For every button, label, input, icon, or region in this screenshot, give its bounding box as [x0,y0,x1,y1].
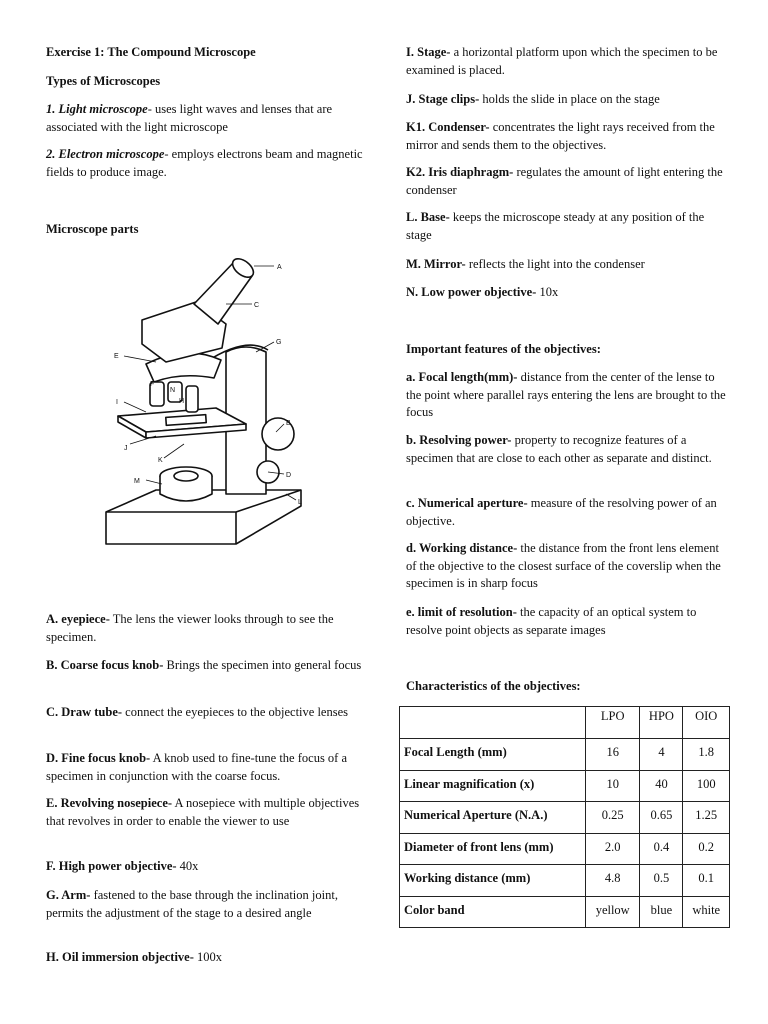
table-row [400,865,730,897]
diagram-label: M [134,478,140,485]
diagram-label: J [124,445,128,452]
part-term: M. Mirror- [406,257,466,271]
diagram-label: E [114,353,119,360]
part-definition [46,858,366,876]
feature-desc: distance from the center of the lense to the point where parallel rays entering the lens are brought to the focus [406,370,726,419]
table-cell: 100 [683,770,730,802]
table-cell: yellow [586,896,640,928]
table-row [400,896,730,928]
table-cell: 0.25 [586,802,640,834]
table-cell: blue [640,896,683,928]
part-term: N. Low power objective- [406,285,537,299]
table-cell: 0.2 [683,833,730,865]
type-term: 2. Electron microscope [46,147,165,161]
table-cell: 0.1 [683,865,730,897]
table-cell: 4.8 [586,865,640,897]
table-cell: white [683,896,730,928]
table-row [400,802,730,834]
part-desc: reflects the light into the condenser [465,257,645,271]
table-cell: 2.0 [586,833,640,865]
part-definition [46,750,366,785]
part-definition [406,284,728,302]
part-desc: holds the slide in place on the stage [479,92,660,106]
diagram-label: D [286,472,292,479]
part-desc: Brings the specimen into general focus [163,658,362,672]
part-term: B. Coarse focus knob- [46,658,164,672]
feature-desc: the distance from the front lens element of the objective to the closest surface of the coverslip when the specimen is in sharp focus [406,541,721,590]
part-definition [406,256,728,274]
table-row [400,739,730,771]
feature-desc: property to recognize features of a specimen that are close to each other as separate and distinct. [406,433,712,465]
feature-definition [406,540,728,593]
diagram-label: N [170,387,176,394]
part-term: L. Base- [406,210,450,224]
table-cell: 0.5 [640,865,683,897]
row-label: Diameter of front lens (mm) [400,833,586,865]
part-desc: 100x [193,950,223,964]
part-definition [46,704,366,722]
feature-desc: the capacity of an optical system to resolve point objects as separate images [406,605,697,637]
part-term: I. Stage- [406,45,451,59]
part-desc: A knob used to fine-tune the focus of a specimen in conjunction with the coarse focus. [46,751,348,783]
part-definition [406,44,728,79]
diagram-label: C [254,302,260,309]
microscope-diagram [46,244,376,564]
part-term: G. Arm- [46,888,91,902]
diagram-label: A [277,264,282,271]
part-desc: A nosepiece with multiple objectives that revolves in order to enable the viewer to use [46,796,360,828]
table-heading: Characteristics of the objectives: [406,679,581,693]
type-term: 1. Light microscope [46,102,148,116]
table-row [400,833,730,865]
part-desc: a horizontal platform upon which the specimen to be examined is placed. [406,45,718,77]
exercise-title: Exercise 1: The Compound Microscope [46,45,256,59]
table-header-row [400,707,730,739]
part-desc: 40x [176,859,199,873]
table-cell: 1.25 [683,802,730,834]
diagram-label: H [179,398,185,405]
feature-desc: measure of the resolving power of an objective. [406,496,717,528]
part-definition [46,887,366,922]
table-cell: 0.4 [640,833,683,865]
diagram-label: F [150,381,155,388]
table-header-cell [400,707,586,739]
table-header-cell: HPO [640,707,683,739]
row-label: Working distance (mm) [400,865,586,897]
diagram-label: B [286,420,291,427]
table-cell: 10 [586,770,640,802]
parts-heading: Microscope parts [46,222,139,236]
table-cell: 16 [586,739,640,771]
part-definition [406,91,728,109]
diagram-label: L [298,499,302,506]
feature-term: a. Focal length(mm)- [406,370,518,384]
part-term: K2. Iris diaphragm- [406,165,514,179]
microscope-drawing [46,244,376,564]
types-heading: Types of Microscopes [46,74,161,88]
part-desc: The lens the viewer looks through to see the specimen. [46,612,334,644]
table-cell: 1.8 [683,739,730,771]
part-desc: concentrates the light rays received from the mirror and sends them to the objectives. [406,120,715,152]
part-desc: keeps the microscope steady at any position of the stage [406,210,705,242]
diagram-label: G [276,339,282,346]
row-label: Numerical Aperture (N.A.) [400,802,586,834]
diagram-label: K [158,457,163,464]
row-label: Focal Length (mm) [400,739,586,771]
table-row [400,770,730,802]
part-term: C. Draw tube- [46,705,123,719]
type-desc: - uses light waves and lenses that are associated with the light microscope [46,102,333,134]
table-header-cell: LPO [586,707,640,739]
part-definition [46,611,366,646]
table-cell: 0.65 [640,802,683,834]
part-term: K1. Condenser- [406,120,490,134]
part-definition [46,949,366,967]
feature-definition [406,432,728,467]
feature-term: e. limit of resolution- [406,605,517,619]
feature-term: d. Working distance- [406,541,518,555]
table-header-cell: OIO [683,707,730,739]
part-definition [46,657,366,675]
feature-definition [406,369,728,422]
part-desc: regulates the amount of light entering the condenser [406,165,723,197]
part-term: H. Oil immersion objective- [46,950,194,964]
part-desc: connect the eyepieces to the objective lenses [122,705,348,719]
part-definition [406,209,728,244]
row-label: Linear magnification (x) [400,770,586,802]
feature-definition [406,495,728,530]
part-definition [406,119,728,154]
part-term: D. Fine focus knob- [46,751,151,765]
part-term: J. Stage clips- [406,92,480,106]
feature-definition [406,604,728,639]
feature-term: c. Numerical aperture- [406,496,528,510]
type-desc: - employs electrons beam and magnetic fields to produce image. [46,147,363,179]
part-term: E. Revolving nosepiece- [46,796,173,810]
type-electron-microscope [46,146,366,181]
part-term: A. eyepiece- [46,612,110,626]
part-desc: fastened to the base through the inclination joint, permits the adjustment of the stage to a desired angle [46,888,338,920]
row-label: Color band [400,896,586,928]
type-light-microscope [46,101,366,136]
part-definition [406,164,728,199]
table-cell: 40 [640,770,683,802]
features-heading: Important features of the objectives: [406,342,601,356]
part-definition [46,795,366,830]
part-desc: 10x [536,285,559,299]
table-cell: 4 [640,739,683,771]
diagram-label: I [116,399,118,406]
part-term: F. High power objective- [46,859,177,873]
feature-term: b. Resolving power- [406,433,512,447]
objectives-table [399,706,730,928]
